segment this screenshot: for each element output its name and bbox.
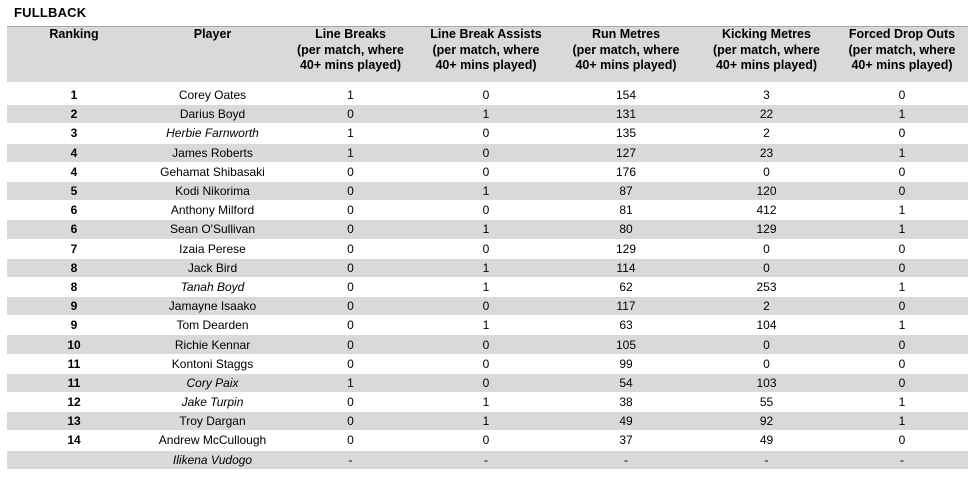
column-header-line: (per match, where [297, 42, 404, 57]
cell-line-break-assists: 0 [417, 335, 555, 354]
cell-kicking-metres: 2 [697, 297, 836, 316]
cell-player: Andrew McCullough [141, 431, 284, 450]
cell-run-metres: - [555, 450, 697, 469]
cell-run-metres: 105 [555, 335, 697, 354]
column-header-line: 40+ mins played) [715, 58, 818, 72]
cell-player: Anthony Milford [141, 201, 284, 220]
table-row [7, 143, 968, 162]
cell-rank: 10 [7, 335, 141, 354]
cell-run-metres: 114 [555, 258, 697, 277]
cell-line-break-assists: 0 [417, 201, 555, 220]
cell-player: Troy Dargan [141, 412, 284, 431]
cell-run-metres: 176 [555, 162, 697, 181]
table-row [7, 162, 968, 181]
cell-rank: 7 [7, 239, 141, 258]
table-row [7, 181, 968, 200]
cell-forced-drop-outs: 0 [836, 181, 968, 200]
cell-forced-drop-outs: 0 [836, 373, 968, 392]
cell-run-metres: 62 [555, 277, 697, 296]
cell-forced-drop-outs: 0 [836, 162, 968, 181]
cell-forced-drop-outs: 0 [836, 258, 968, 277]
table-row [7, 124, 968, 143]
column-header-line-break-assists [417, 27, 555, 83]
cell-player: Herbie Farnworth [141, 124, 284, 143]
cell-line-breaks: 1 [284, 373, 417, 392]
cell-line-break-assists: 1 [417, 316, 555, 335]
cell-forced-drop-outs: 1 [836, 105, 968, 124]
column-header-line: (per match, where [713, 42, 820, 57]
table-row [7, 105, 968, 124]
header-row [7, 27, 968, 83]
cell-line-break-assists: 0 [417, 86, 555, 105]
cell-run-metres: 81 [555, 201, 697, 220]
cell-forced-drop-outs: 0 [836, 297, 968, 316]
cell-rank: 4 [7, 143, 141, 162]
cell-line-break-assists: 1 [417, 258, 555, 277]
cell-run-metres: 154 [555, 86, 697, 105]
cell-line-breaks: 0 [284, 393, 417, 412]
cell-run-metres: 87 [555, 181, 697, 200]
cell-rank: 4 [7, 162, 141, 181]
cell-player: Sean O'Sullivan [141, 220, 284, 239]
cell-player: Jake Turpin [141, 393, 284, 412]
column-header-line: Forced Drop Outs [848, 27, 956, 41]
column-header-line-breaks [284, 27, 417, 83]
cell-rank [7, 450, 141, 469]
cell-kicking-metres: 0 [697, 335, 836, 354]
cell-player: Tanah Boyd [141, 277, 284, 296]
cell-rank: 8 [7, 277, 141, 296]
cell-kicking-metres: 92 [697, 412, 836, 431]
cell-forced-drop-outs: 1 [836, 277, 968, 296]
cell-line-break-assists: 0 [417, 373, 555, 392]
cell-player: Corey Oates [141, 86, 284, 105]
column-header-ranking [7, 27, 141, 83]
cell-player: Jack Bird [141, 258, 284, 277]
cell-line-breaks: 0 [284, 412, 417, 431]
cell-run-metres: 49 [555, 412, 697, 431]
cell-forced-drop-outs: 1 [836, 316, 968, 335]
cell-rank: 9 [7, 297, 141, 316]
cell-rank: 8 [7, 258, 141, 277]
column-header-line: 40+ mins played) [299, 58, 402, 72]
table-row [7, 239, 968, 258]
cell-line-breaks: 0 [284, 239, 417, 258]
cell-rank: 6 [7, 220, 141, 239]
table-body [7, 86, 968, 469]
cell-player: Cory Paix [141, 373, 284, 392]
cell-run-metres: 38 [555, 393, 697, 412]
cell-kicking-metres: 23 [697, 143, 836, 162]
cell-rank: 12 [7, 393, 141, 412]
cell-line-breaks: 0 [284, 297, 417, 316]
cell-kicking-metres: 253 [697, 277, 836, 296]
cell-run-metres: 127 [555, 143, 697, 162]
cell-line-break-assists: - [417, 450, 555, 469]
cell-line-breaks: - [284, 450, 417, 469]
cell-kicking-metres: 22 [697, 105, 836, 124]
cell-line-break-assists: 1 [417, 220, 555, 239]
column-header-line: Player [193, 27, 232, 41]
cell-player: Jamayne Isaako [141, 297, 284, 316]
cell-line-breaks: 0 [284, 431, 417, 450]
cell-kicking-metres: 0 [697, 354, 836, 373]
cell-run-metres: 99 [555, 354, 697, 373]
cell-kicking-metres: 120 [697, 181, 836, 200]
cell-line-breaks: 0 [284, 162, 417, 181]
table-row [7, 373, 968, 392]
cell-kicking-metres: 55 [697, 393, 836, 412]
cell-kicking-metres: 2 [697, 124, 836, 143]
cell-rank: 9 [7, 316, 141, 335]
cell-line-breaks: 1 [284, 124, 417, 143]
cell-forced-drop-outs: 0 [836, 431, 968, 450]
cell-line-break-assists: 1 [417, 393, 555, 412]
cell-line-break-assists: 1 [417, 181, 555, 200]
cell-line-breaks: 0 [284, 220, 417, 239]
column-header-line: Kicking Metres [722, 27, 811, 41]
cell-line-break-assists: 0 [417, 354, 555, 373]
cell-rank: 5 [7, 181, 141, 200]
cell-line-break-assists: 1 [417, 105, 555, 124]
column-header-line: (per match, where [572, 42, 680, 57]
cell-line-breaks: 1 [284, 86, 417, 105]
cell-line-breaks: 0 [284, 258, 417, 277]
cell-forced-drop-outs: 0 [836, 124, 968, 143]
cell-rank: 6 [7, 201, 141, 220]
cell-forced-drop-outs: 1 [836, 143, 968, 162]
cell-rank: 13 [7, 412, 141, 431]
cell-player: James Roberts [141, 143, 284, 162]
cell-line-breaks: 0 [284, 277, 417, 296]
cell-rank: 14 [7, 431, 141, 450]
column-header-line: 40+ mins played) [851, 58, 953, 72]
column-header-kicking-metres [697, 27, 836, 83]
cell-forced-drop-outs: 0 [836, 86, 968, 105]
table-row [7, 220, 968, 239]
cell-line-breaks: 0 [284, 354, 417, 373]
table-row [7, 277, 968, 296]
cell-player: Tom Dearden [141, 316, 284, 335]
column-header-line: Line Breaks [315, 27, 386, 41]
table-row [7, 86, 968, 105]
column-header-line: 40+ mins played) [575, 58, 677, 72]
cell-rank: 11 [7, 354, 141, 373]
table-row [7, 412, 968, 431]
cell-line-break-assists: 1 [417, 277, 555, 296]
table-row [7, 297, 968, 316]
cell-line-break-assists: 0 [417, 124, 555, 143]
cell-line-breaks: 1 [284, 143, 417, 162]
cell-player: Kontoni Staggs [141, 354, 284, 373]
cell-line-break-assists: 0 [417, 239, 555, 258]
cell-run-metres: 37 [555, 431, 697, 450]
cell-line-break-assists: 0 [417, 162, 555, 181]
cell-player: Darius Boyd [141, 105, 284, 124]
cell-rank: 1 [7, 86, 141, 105]
cell-player: Izaia Perese [141, 239, 284, 258]
cell-kicking-metres: 0 [697, 239, 836, 258]
cell-player: Kodi Nikorima [141, 181, 284, 200]
cell-run-metres: 135 [555, 124, 697, 143]
cell-kicking-metres: 3 [697, 86, 836, 105]
table-row [7, 431, 968, 450]
table-row [7, 335, 968, 354]
cell-kicking-metres: - [697, 450, 836, 469]
cell-rank: 11 [7, 373, 141, 392]
column-header-line: Line Break Assists [430, 27, 542, 41]
cell-run-metres: 80 [555, 220, 697, 239]
column-header-line: Run Metres [591, 27, 661, 41]
cell-kicking-metres: 104 [697, 316, 836, 335]
cell-run-metres: 54 [555, 373, 697, 392]
cell-run-metres: 129 [555, 239, 697, 258]
cell-line-breaks: 0 [284, 316, 417, 335]
cell-line-breaks: 0 [284, 105, 417, 124]
cell-kicking-metres: 49 [697, 431, 836, 450]
cell-kicking-metres: 412 [697, 201, 836, 220]
column-header-line: (per match, where [432, 42, 540, 57]
cell-player: Richie Kennar [141, 335, 284, 354]
cell-forced-drop-outs: 1 [836, 220, 968, 239]
cell-line-break-assists: 0 [417, 297, 555, 316]
cell-line-breaks: 0 [284, 201, 417, 220]
table-row [7, 316, 968, 335]
cell-run-metres: 117 [555, 297, 697, 316]
cell-run-metres: 63 [555, 316, 697, 335]
cell-line-break-assists: 1 [417, 412, 555, 431]
cell-forced-drop-outs: 0 [836, 354, 968, 373]
fullback-stats-table [7, 26, 968, 470]
cell-forced-drop-outs: 1 [836, 201, 968, 220]
table-row [7, 258, 968, 277]
column-header-forced-drop-outs [836, 27, 968, 83]
cell-player: Gehamat Shibasaki [141, 162, 284, 181]
cell-kicking-metres: 0 [697, 162, 836, 181]
column-header-line: 40+ mins played) [435, 58, 537, 72]
column-header-player [141, 27, 284, 83]
cell-forced-drop-outs: 1 [836, 412, 968, 431]
cell-run-metres: 131 [555, 105, 697, 124]
table-row [7, 393, 968, 412]
cell-forced-drop-outs: - [836, 450, 968, 469]
table-row [7, 354, 968, 373]
cell-line-breaks: 0 [284, 181, 417, 200]
cell-kicking-metres: 129 [697, 220, 836, 239]
table-row [7, 450, 968, 469]
column-header-line: Ranking [49, 27, 99, 41]
column-header-run-metres [555, 27, 697, 83]
cell-rank: 3 [7, 124, 141, 143]
table-row [7, 201, 968, 220]
cell-line-breaks: 0 [284, 335, 417, 354]
cell-line-break-assists: 0 [417, 431, 555, 450]
column-header-line: (per match, where [848, 42, 956, 57]
cell-forced-drop-outs: 1 [836, 393, 968, 412]
cell-line-break-assists: 0 [417, 143, 555, 162]
cell-forced-drop-outs: 0 [836, 335, 968, 354]
table-title: FULLBACK [14, 5, 87, 20]
cell-forced-drop-outs: 0 [836, 239, 968, 258]
cell-kicking-metres: 0 [697, 258, 836, 277]
cell-kicking-metres: 103 [697, 373, 836, 392]
cell-rank: 2 [7, 105, 141, 124]
cell-player: Ilikena Vudogo [141, 450, 284, 469]
